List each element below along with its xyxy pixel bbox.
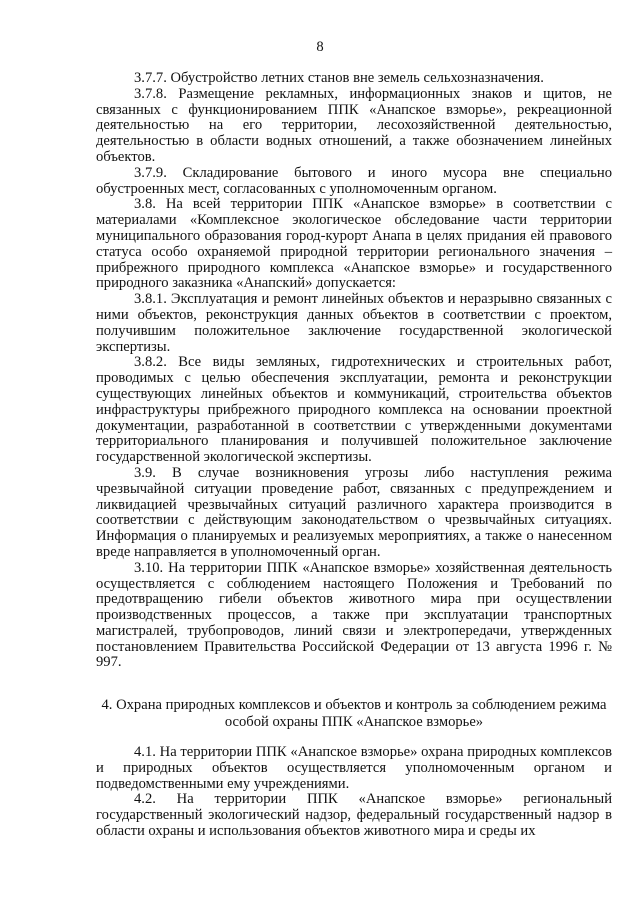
paragraph-3-8-2: 3.8.2. Все виды земляных, гидротехнических и строительных работ, проводимых с целью обеспечения эксплуатации, ремонта и реконструкции существующих линейных объектов и коммуникаций, строительства объектов инфраструктуры прибрежного природного комплекса на основании проектной документации, разработанной в соответствии с утвержденными документами территориального планирования и получившей положительное заключение государственной экологической экспертизы. (96, 354, 612, 466)
paragraph-4-1: 4.1. На территории ППК «Анапское взморье» охрана природных комплексов и природных объектов осуществляется уполномоченным органом и подведомственными ему учреждениями. (96, 744, 612, 792)
paragraph-3-7-7: 3.7.7. Обустройство летних станов вне земель сельхозназначения. (134, 70, 544, 86)
paragraph-3-8: 3.8. На всей территории ППК «Анапское взморье» в соответствии с материалами «Комплексное экологическое обследование части территории муниципального образования город-курорт Анапа в целях придания ей правового статуса особо охраняемой природной территории регионального значения – прибрежного природного комплекса «Анапское взморье» и государственного природного заказника «Анапский» допускается: (96, 196, 612, 292)
section-4-body (96, 745, 612, 840)
section-4-heading: 4. Охрана природных комплексов и объектов и контроль за соблюдением режима особой охраны ППК «Анапское взморье» (101, 697, 607, 730)
paragraph-3-8-1: 3.8.1. Эксплуатация и ремонт линейных объектов и неразрывно связанных с ними объектов, реконструкция данных объектов в соответствии с проектом, получившим положительное заключение государственной экологической экспертизы. (96, 291, 612, 355)
paragraph-3-7-8: 3.7.8. Размещение рекламных, информационных знаков и щитов, не связанных с функционированием ППК «Анапское взморье», рекреационной деятельностью на его территории, лесохозяйственной деятельностью, деятельностью в области водных отношений, а также обозначением линейных объектов. (96, 85, 612, 165)
section-3-body (96, 71, 612, 671)
paragraph-4-2: 4.2. На территории ППК «Анапское взморье» региональный государственный экологический надзор, федеральный государственный надзор в области охраны и использования объектов животного мира и среды их (96, 791, 612, 839)
paragraph-3-7-9: 3.7.9. Складирование бытового и иного мусора вне специально обустроенных мест, согласованных с уполномоченным органом. (96, 164, 612, 197)
page-number: 8 (316, 39, 324, 55)
paragraph-3-9: 3.9. В случае возникновения угрозы либо наступления режима чрезвычайной ситуации проведение работ, связанных с предупреждением и ликвидацией чрезвычайных ситуаций различного характера производится в соответствии с действующим законодательством о чрезвычайных ситуациях. Информация о планируемых и реализуемых мероприятиях, а также о нанесенном вреде направляется в уполномоченный орган. (96, 464, 612, 560)
paragraph-3-10: 3.10. На территории ППК «Анапское взморье» хозяйственная деятельность осуществляется с соблюдением настоящего Положения и Требований по предотвращению гибели объектов животного мира при осуществлении производственных процессов, а также при эксплуатации транспортных магистралей, трубопроводов, линий связи и электропередачи, утвержденных постановлением Правительства Российской Федерации от 13 августа 1996 г. № 997. (96, 559, 612, 671)
